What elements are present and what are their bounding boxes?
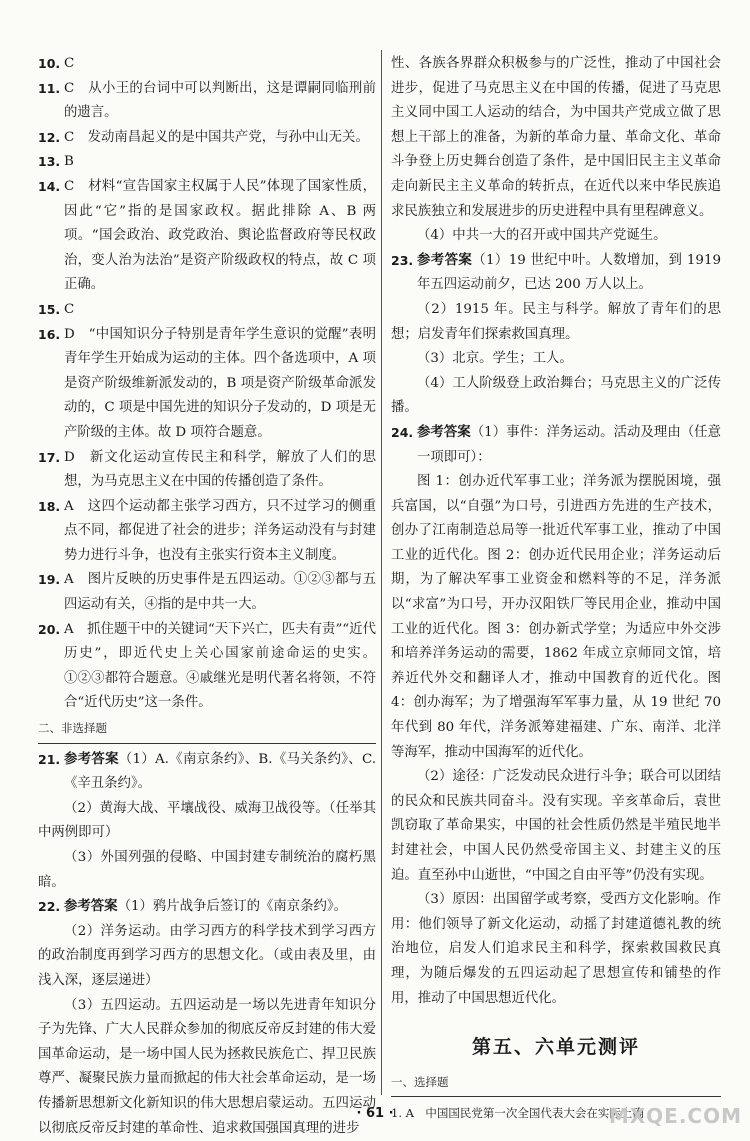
answer-24-part3: （2）途径：广泛发动民众进行斗争；联合可以团结的民众和民族共同奋斗。没有实现。辛亥革命后，袁世凯窃取了革命果实，中国的社会性质仍然是半殖民地半封建社会，中国人民仍然受帝国主义、封建主义的压迫。直至孙中山逝世，“中国之自由平等”仍没有实现。 [391, 769, 721, 883]
answer-15: 15. C [38, 301, 75, 317]
answer-15-text: C [64, 301, 75, 317]
answer-22-part2: （2）洋务运动。由学习西方的科学技术到学习西方的政治制度再到学习西方的思想文化。（或由表及里，由浅入深，逐层递进） [38, 923, 376, 988]
section-heading-non-choice: 二、非选择题 [38, 721, 107, 736]
watermark-logo: MXQE.COM [608, 1104, 742, 1128]
answer-22-part1: （1）鸦片战争后签订的《南京条约》。 [117, 899, 348, 915]
answer-16-text: D “中国知识分子特别是青年学生意识的觉醒”表明青年学生开始成为运动的主体。四个备选项中，A 项是资产阶级维新派发动的，B 项是资产阶级革命派发动的，C 项是中国先进的知识分子发动的，D 项是无产阶级的主体。故 D 项符合题意。 [64, 326, 376, 440]
answer-23-part1: （1）19 世纪中叶。人数增加，到 1919 年五四运动前夕，已达 200 万人以上。 [417, 252, 721, 293]
answer-21-part2: （2）黄海大战、平壤战役、威海卫战役等。（任举其中两例即可） [38, 800, 376, 841]
answer-22-part3: （3）五四运动。五四运动是一场以先进青年知识分子为先锋、广大人民群众参加的彻底反帝反封建的伟大爱国革命运动，是一场中国人民为拯救民族危亡、捍卫民族尊严、凝聚民族力量而掀起的伟大社会革命运动，是一场传播新思想新文化新知识的伟大思想启蒙运动。五四运动以彻底反帝反封建的革命性、追求救国强国真理的进步 [38, 997, 376, 1136]
answer-24-part2: 图 1：创办近代军事工业；洋务派为摆脱困境，强兵富国，以“自强”为口号，引进西方先进的生产技术，创办了江南制造总局等一批近代军事工业，推动了中国工业的近代化。图 2：创办近代民用企业；洋务运动后期，为了解决军事工业资金和燃料等的不足，洋务派以“求富”为口号，开办汉阳铁厂等民用企业，推动中国工业的近代化。图 3：创办新式学堂；为适应中外交涉和培养洋务运动的需要，1862 年成立京师同文馆，培养近代外交和翻译人才，推动中国教育的近代化。图 4：创办海军；为了增强海军军事力量，从 19 世纪 70 年代到 80 年代，洋务派筹建福建、广东、南洋、北洋等海军，推动中国海军的近代化。 [391, 474, 721, 760]
answer-14-text: C 材料“宣告国家主权属于人民”体现了国家性质，因此“它”指的是国家政权。据此排除 A、B 两项。“国会政治、政党政治、舆论监督政府等民权政治，变人治为法治”是资产阶级政权的特点，故 C 项正确。 [64, 178, 376, 293]
answer-10-text: C [64, 56, 75, 71]
answer-label: 参考答案 [64, 899, 118, 915]
answer-14: 14. C 材料“宣告国家主权属于人民”体现了国家性质，因此“它”指的是国家政权。据此排除 A、B 两项。“国会政治、政党政治、舆论监督政府等民权政治，变人治为法治”是资产阶级政权的特点，故 C 项正确。 [38, 178, 376, 293]
answer-17-text: D 新文化运动宣传民主和科学，解放了人们的思想，为马克思主义在中国的传播创造了条件。 [64, 449, 376, 490]
answer-23-part3: （3）北京。学生；工人。 [417, 351, 573, 367]
answer-19: 19. A 图片反映的历史事件是五四运动。①②③都与五四运动有关，④指的是中共一大。 [38, 572, 376, 613]
answer-20-text: A 抓住题干中的关键词“天下兴亡，匹夫有责”“近代历史”，即近代史上关心国家前途命运的史实。①②③都符合题意。④戚继光是明代著名将领，不符合“近代历史”这一条件。 [64, 621, 376, 711]
unit-title: 第五、六单元测评 [471, 1036, 640, 1059]
answer-13-text: B [64, 154, 74, 170]
answer-12-text: C 发动南昌起义的是中国共产党，与孙中山无关。 [64, 129, 369, 145]
answer-22-part4: （4）中共一大的召开或中国共产党诞生。 [417, 228, 667, 244]
left-column [38, 52, 376, 1141]
right-column [391, 52, 721, 1126]
answer-18: 18. A 这四个运动都主张学习西方，只不过学习的侧重点不同，都促进了社会的进步；洋务运动没有与封建势力进行斗争，也没有主张实行资本主义制度。 [38, 498, 376, 563]
answer-12: 12. C 发动南昌起义的是中国共产党，与孙中山无关。 [38, 129, 369, 145]
answer-22-continued: 性、各族各界群众积极参与的广泛性，推动了中国社会进步，促进了马克思主义在中国的传播，促进了马克思主义同中国工人运动的结合，为中国共产党成立做了思想上干部上的准备，为新的革命力量、革命文化、革命斗争登上历史舞台创造了条件，是中国旧民主主义革命走向新民主主义革命的转折点，在近代以来中华民族追求民族独立和发展进步的历史进程中具有里程碑意义。 [391, 56, 721, 219]
answer-10: 10. C [38, 56, 75, 71]
column-divider [381, 50, 382, 1095]
answer-21-part3: （3）外国列强的侵略、中国封建专制统治的腐朽黑暗。 [38, 850, 376, 890]
answer-24-part1: （1）事件：洋务运动。活动及理由（任意一项即可）： [417, 424, 721, 465]
answer-23-part4: （4）工人阶级登上政治舞台；马克思主义的广泛传播。 [391, 375, 721, 416]
answer-24: 24. 参考答案（1）事件：洋务运动。活动及理由（任意一项即可）： [391, 424, 721, 465]
answer-24-part4: （3）原因：出国留学或考察，受西方文化影响。作用：他们领导了新文化运动，动摇了封建道德礼教的统治地位，启发人们追求民主和科学，探索救国救民真理，为随后爆发的五四运动起了思想宣传和铺垫的作用，推动了中国思想近代化。 [391, 892, 721, 1006]
next-answer-1: 1. A 中国国民党第一次全国代表大会在实际上确 [391, 1106, 644, 1121]
answer-21-part1: （1）A.《南京条约》、B.《马关条约》、C.《辛丑条约》。 [64, 751, 377, 792]
answer-22: 22. 参考答案（1）鸦片战争后签订的《南京条约》。 [38, 899, 348, 915]
answer-23-part2: （2）1915 年。民主与科学。解放了青年们的思想；启发青年们探索救国真理。 [391, 301, 721, 342]
answer-11: 11. C 从小王的台词中可以判断出，这是谭嗣同临刑前的遗言。 [38, 80, 376, 121]
answer-21: 21. 参考答案（1）A.《南京条约》、B.《马关条约》、C.《辛丑条约》。 [38, 751, 377, 792]
answer-label: 参考答案 [417, 424, 471, 440]
answer-16: 16. D “中国知识分子特别是青年学生意识的觉醒”表明青年学生开始成为运动的主体。四个备选项中，A 项是资产阶级维新派发动的，B 项是资产阶级革命派发动的，C 项是中国先进的知识分子发动的，D 项是无产阶级的主体。故 D 项符合题意。 [38, 326, 376, 440]
answer-18-text: A 这四个运动都主张学习西方，只不过学习的侧重点不同，都促进了社会的进步；洋务运动没有与封建势力进行斗争，也没有主张实行资本主义制度。 [64, 498, 376, 563]
answer-19-text: A 图片反映的历史事件是五四运动。①②③都与五四运动有关，④指的是中共一大。 [64, 572, 376, 613]
answer-17: 17. D 新文化运动宣传民主和科学，解放了人们的思想，为马克思主义在中国的传播创造了条件。 [38, 449, 376, 490]
section-rule [391, 1096, 721, 1097]
answer-20: 20. A 抓住题干中的关键词“天下兴亡，匹夫有责”“近代历史”，即近代史上关心国家前途命运的史实。①②③都符合题意。④戚继光是明代著名将领，不符合“近代历史”这一条件。 [38, 621, 376, 711]
page-number: · 61 · [356, 1106, 394, 1121]
answer-23: 23. 参考答案（1）19 世纪中叶。人数增加，到 1919 年五四运动前夕，已达 200 万人以上。 [391, 252, 721, 293]
section-rule [38, 743, 376, 744]
answer-11-text: C 从小王的台词中可以判断出，这是谭嗣同临刑前的遗言。 [64, 80, 376, 121]
section-heading-choice: 一、选择题 [391, 1074, 449, 1089]
answer-label: 参考答案 [417, 252, 473, 268]
answer-label: 参考答案 [64, 751, 119, 767]
answer-13: 13. B [38, 154, 74, 170]
